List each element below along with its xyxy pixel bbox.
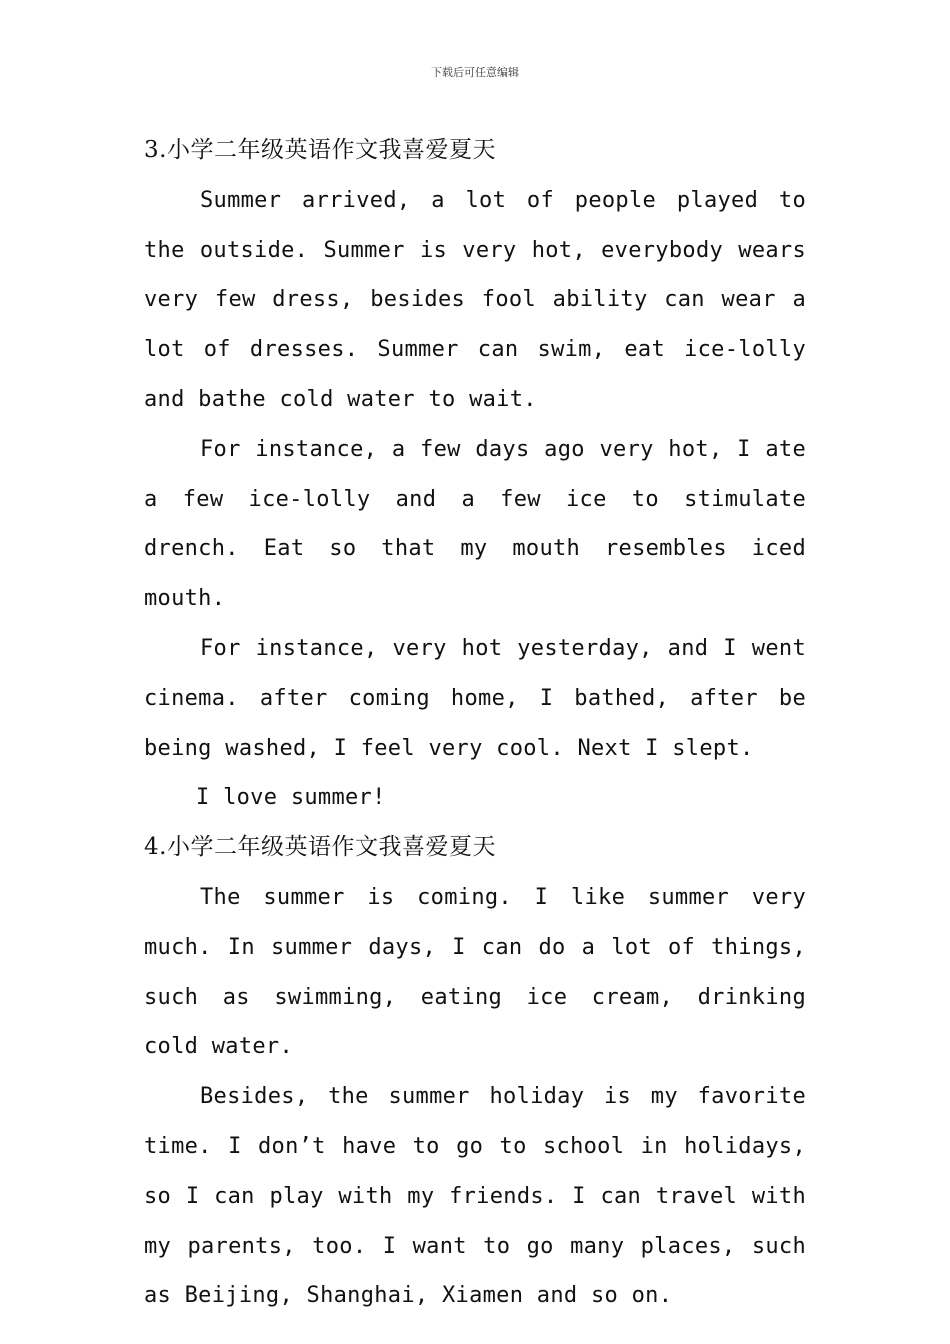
- section-3-paragraph-3: For instance, very hot yesterday, and I went cinema. after coming home, I bathed, after be being washed, I feel very cool. Next I slept.: [144, 635, 806, 761]
- section-3-paragraph-4: I love summer!: [196, 785, 386, 811]
- section-4-paragraph-1: The summer is coming. I like summer very much. In summer days, I can do a lot of things, such as swimming, eating ice cream, drinking cold water.: [144, 884, 806, 1060]
- section-3-paragraph-2: For instance, a few days ago very hot, I ate a few ice-lolly and a few ice to stimulate drench. Eat so that my mouth resembles iced mouth.: [144, 436, 806, 612]
- section-3-heading: 3.小学二年级英语作文我喜爱夏天: [144, 137, 496, 163]
- section-3-paragraph-1: Summer arrived, a lot of people played to the outside. Summer is very hot, everybody wears very few dress, besides fool ability can wear a lot of dresses. Summer can swim, eat ice-lolly and bathe cold water to wait.: [144, 187, 806, 412]
- section-4-heading: 4.小学二年级英语作文我喜爱夏天: [144, 834, 496, 861]
- page-header: 下载后可任意编辑: [431, 66, 519, 79]
- section-4-paragraph-2: Besides, the summer holiday is my favorite time. I don’t have to go to school in holidays, so I can play with my friends. I can travel with my parents, too. I want to go many places, such as Beijing, Shanghai, Xiamen and so on.: [144, 1084, 806, 1309]
- document-body: [144, 126, 806, 1321]
